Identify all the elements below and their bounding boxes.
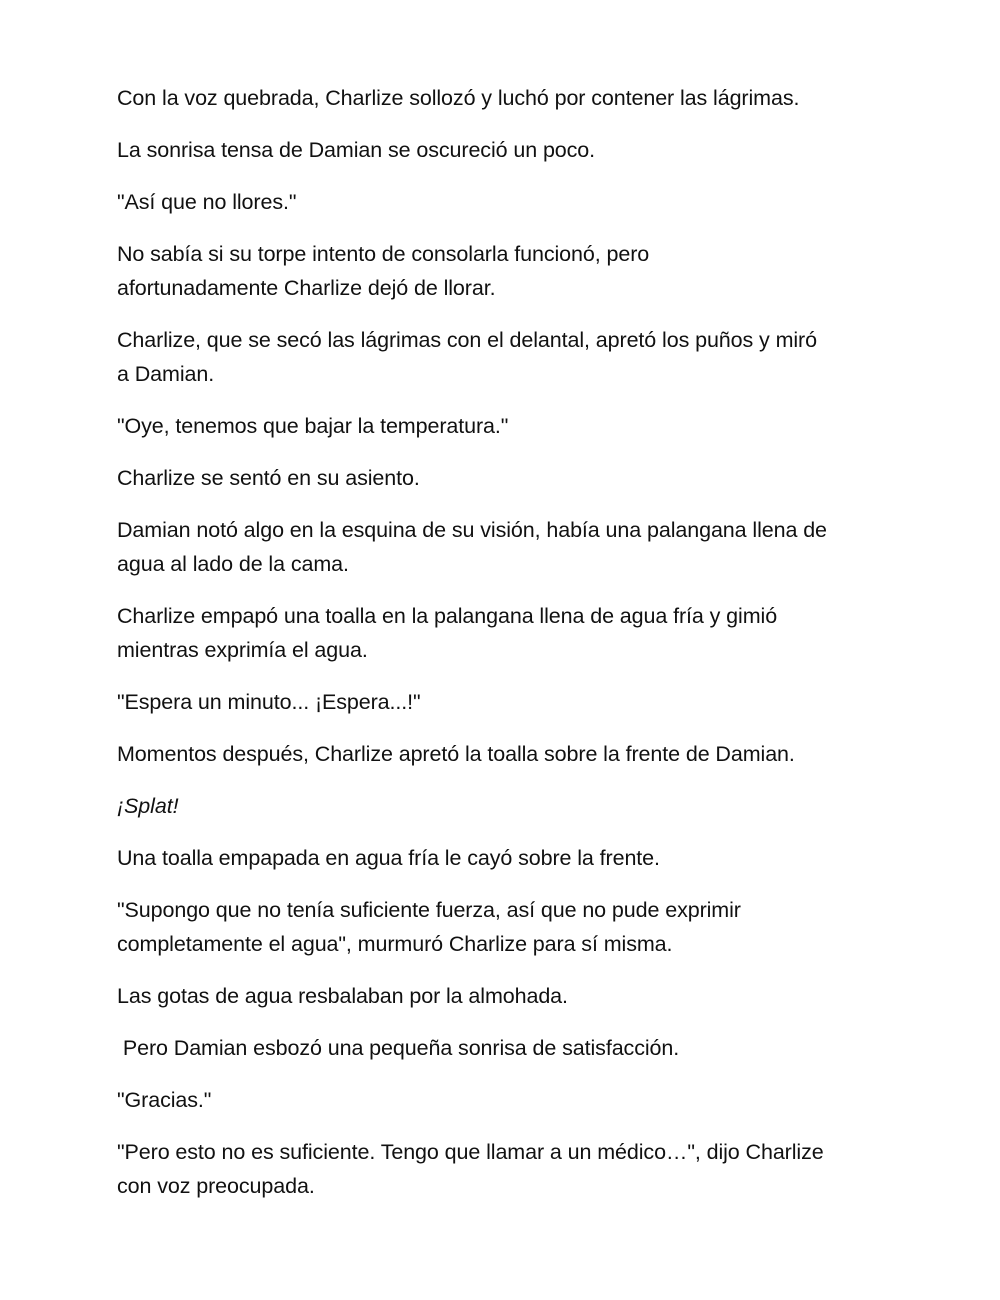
paragraph: Momentos después, Charlize apretó la toalla sobre la frente de Damian. xyxy=(117,742,795,766)
paragraph-italic-sound-effect: ¡Splat! xyxy=(117,794,179,818)
paragraph: Con la voz quebrada, Charlize sollozó y luchó por contener las lágrimas. xyxy=(117,86,800,110)
paragraph: La sonrisa tensa de Damian se oscureció un poco. xyxy=(117,138,596,162)
paragraph: Una toalla empapada en agua fría le cayó sobre la frente. xyxy=(117,846,660,870)
paragraph: "Gracias." xyxy=(117,1088,212,1112)
paragraph: Charlize se sentó en su asiento. xyxy=(117,466,420,490)
paragraph: "Oye, tenemos que bajar la temperatura." xyxy=(117,414,509,438)
paragraph: Charlize, que se secó las lágrimas con el delantal, apretó los puños y miró a Damian. xyxy=(117,328,817,386)
paragraph: "Pero esto no es suficiente. Tengo que llamar a un médico…", dijo Charlize con voz preocupada. xyxy=(117,1140,824,1198)
paragraph: "Supongo que no tenía suficiente fuerza, así que no pude exprimir completamente el agua", murmuró Charlize para sí misma. xyxy=(117,898,741,956)
paragraph: Damian notó algo en la esquina de su visión, había una palangana llena de agua al lado de la cama. xyxy=(117,518,827,576)
paragraph: Charlize empapó una toalla en la palangana llena de agua fría y gimió mientras exprimía el agua. xyxy=(117,604,778,662)
paragraph: Pero Damian esbozó una pequeña sonrisa de satisfacción. xyxy=(117,1036,680,1060)
paragraph: Las gotas de agua resbalaban por la almohada. xyxy=(117,984,568,1008)
paragraph: No sabía si su torpe intento de consolarla funcionó, pero afortunadamente Charlize dejó de llorar. xyxy=(117,242,650,300)
paragraph: "Espera un minuto... ¡Espera...!" xyxy=(117,690,421,714)
paragraph: "Así que no llores." xyxy=(117,190,297,214)
